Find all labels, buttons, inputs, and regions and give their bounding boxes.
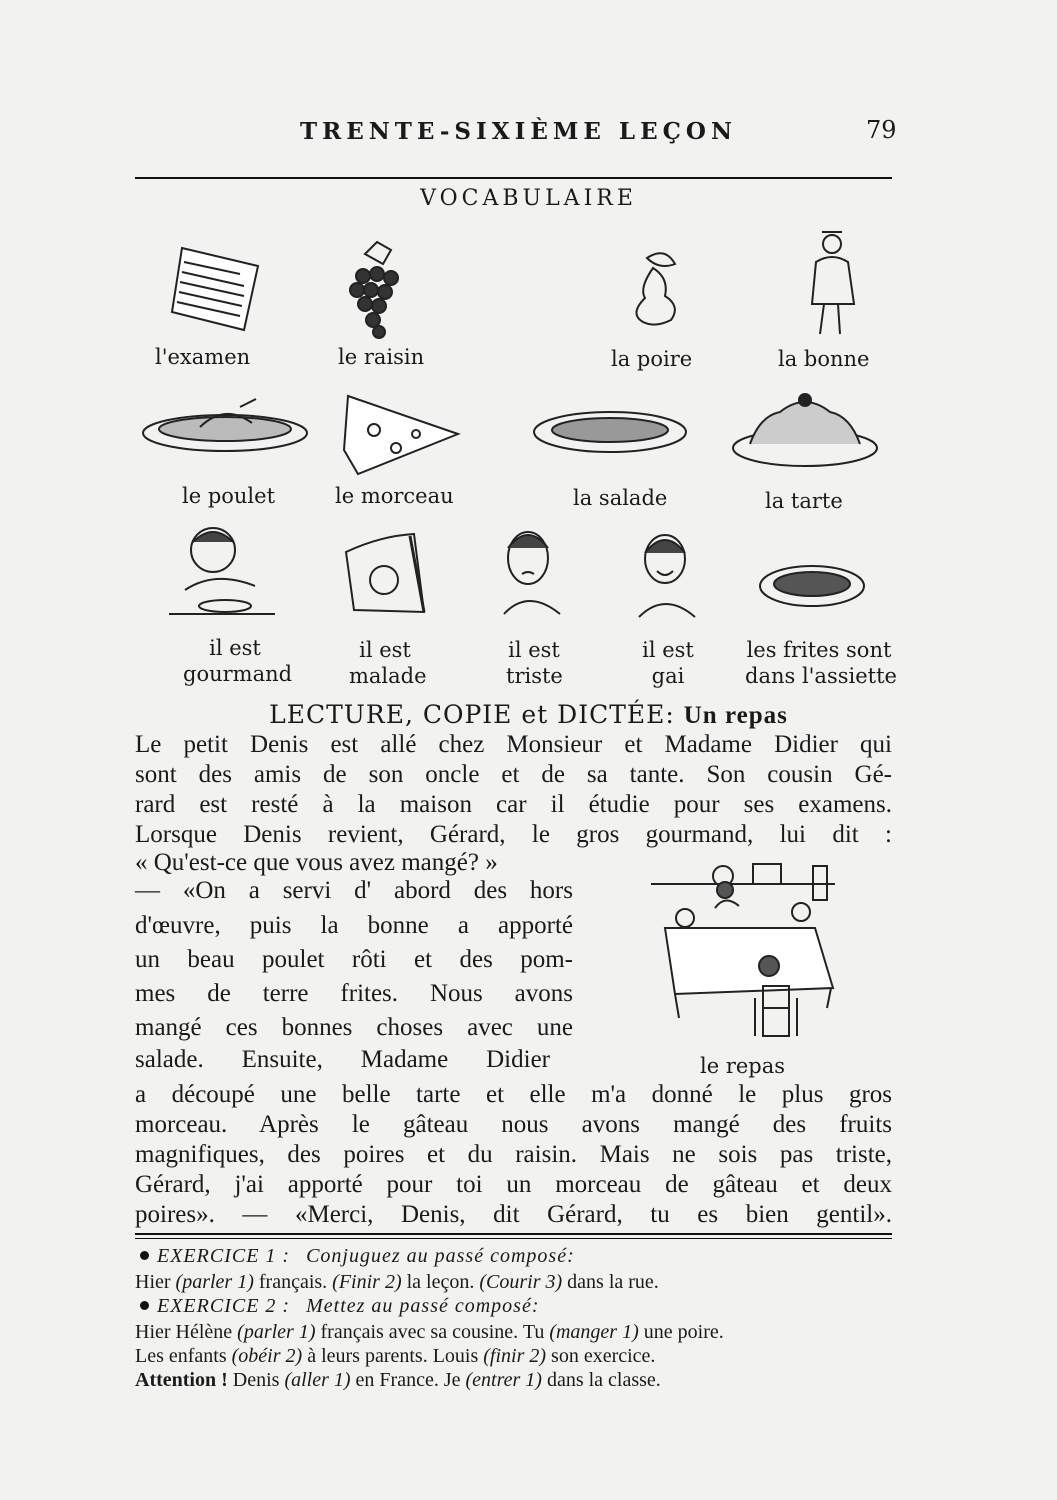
lecture-title-bold: Un repas [683, 702, 788, 729]
exercise-text-run: Hier Hélène [135, 1321, 238, 1343]
bullet-icon [140, 1301, 149, 1310]
salad-illustration [530, 404, 690, 454]
exercise-1-instruction: Conjuguez au passé composé: [306, 1245, 575, 1267]
exercise-text-run: Hier [135, 1271, 176, 1293]
exercise-1-label: EXERCICE 1 : [157, 1245, 291, 1267]
vocab-caption: la tarte [765, 489, 843, 513]
vocab-caption: le poulet [182, 484, 276, 508]
text-line: rard est resté à la maison car il étudie pour ses examens. [135, 791, 892, 818]
tart-illustration [730, 386, 880, 472]
vocab-caption-line2: dans l'assiette [745, 664, 897, 688]
exercise-text-run: (Courir 3) [479, 1271, 563, 1293]
exercise-2-heading [140, 1294, 540, 1318]
family-meal-illustration [645, 858, 845, 1043]
bullet-icon [140, 1251, 149, 1260]
exercise-text-run: (obéir 2) [231, 1345, 303, 1367]
sick-boy-illustration [340, 522, 440, 618]
text-line: Le petit Denis est allé chez Monsieur et Madame Didier qui [135, 731, 892, 758]
exercise-text-run: (aller 1) [284, 1369, 351, 1391]
vocab-caption-line1: il est [642, 638, 694, 662]
exam-paper-illustration [170, 238, 270, 338]
text-line: poires». — «Merci, Denis, dit Gérard, tu es bien gentil». [135, 1201, 892, 1228]
vocab-caption: le morceau [335, 484, 454, 508]
exercise-2-line [135, 1344, 655, 1368]
text-line: « Qu'est-ce que vous avez mangé? » [135, 849, 498, 876]
text-line: a découpé une belle tarte et elle m'a donné le plus gros [135, 1081, 892, 1108]
vocab-caption [183, 635, 293, 687]
exercise-text-run: Denis [227, 1369, 285, 1391]
vocab-caption: la bonne [778, 347, 870, 371]
greedy-boy-illustration [165, 520, 280, 620]
fries-plate-illustration [756, 562, 868, 612]
exercise-2-instruction: Mettez au passé composé: [306, 1295, 540, 1317]
vocab-caption: l'examen [155, 345, 251, 369]
exercise-text-run: la leçon. [401, 1271, 480, 1293]
text-line: Lorsque Denis revient, Gérard, le gros gourmand, lui dit : [135, 821, 892, 848]
meal-caption: le repas [700, 1054, 786, 1078]
exercise-text-run: dans la rue. [562, 1271, 659, 1293]
exercise-text-run: son exercice. [546, 1345, 656, 1367]
happy-boy-illustration [625, 527, 715, 623]
vocab-caption: le raisin [338, 345, 425, 369]
exercise-2-label: EXERCICE 2 : [157, 1295, 291, 1317]
page-number: 79 [866, 116, 897, 144]
cheese-wedge-illustration [342, 390, 462, 480]
text-line: sont des amis de son oncle et de sa tante. Son cousin Gé- [135, 761, 892, 788]
exercise-text-run: en France. Je [350, 1369, 466, 1391]
text-line: morceau. Après le gâteau nous avons mangé des fruits [135, 1111, 892, 1138]
exercise-text-run: dans la classe. [541, 1369, 661, 1391]
grapes-illustration [335, 240, 415, 340]
text-line: — «On a servi d' abord des hors [135, 877, 573, 904]
vocab-caption: la poire [611, 347, 693, 371]
vocab-caption-line2: gourmand [183, 662, 293, 686]
sad-boy-illustration [490, 522, 570, 618]
exercise-text-run: (entrer 1) [465, 1369, 542, 1391]
text-line: mes de terre frites. Nous avons [135, 980, 573, 1007]
attention-text [228, 1369, 661, 1391]
vocab-caption-line1: il est [359, 638, 411, 662]
exercise-2-line [135, 1320, 724, 1344]
attention-line [135, 1368, 661, 1392]
exercise-text-run: une poire. [638, 1321, 724, 1343]
vocab-caption-line1: il est [508, 638, 560, 662]
running-head: TRENTE-SIXIÈME LEÇON [300, 118, 737, 145]
roast-chicken-illustration [140, 395, 310, 455]
vocab-caption-line2: malade [349, 664, 427, 688]
exercise-text-run: (finir 2) [483, 1345, 547, 1367]
pear-illustration [625, 248, 685, 328]
separator-rule [135, 1238, 892, 1239]
separator-rule [135, 1233, 892, 1235]
exercise-text-run: à leurs parents. Louis [302, 1345, 484, 1367]
exercise-text-run: (parler 1) [175, 1271, 254, 1293]
exercise-1-heading [140, 1244, 575, 1268]
text-line: salade. Ensuite, Madame Didier [135, 1046, 550, 1073]
text-line: d'œuvre, puis la bonne a apporté [135, 912, 573, 939]
exercise-1-line [135, 1270, 659, 1294]
exercise-text-run: français avec sa cousine. Tu [315, 1321, 550, 1343]
exercise-text-run: Les enfants [135, 1345, 232, 1367]
vocab-caption [506, 637, 562, 689]
vocab-caption-line2: gai [651, 664, 685, 688]
vocab-caption [349, 637, 427, 689]
vocab-caption [745, 637, 897, 689]
exercise-text-run: français. [253, 1271, 333, 1293]
vocab-caption: la salade [573, 486, 668, 510]
vocab-caption-line2: triste [506, 664, 563, 688]
vocab-caption-line1: il est [209, 636, 261, 660]
text-line: mangé ces bonnes choses avec une [135, 1014, 573, 1041]
lecture-title-prefix: LECTURE, COPIE et DICTÉE: [269, 700, 675, 729]
maid-illustration [800, 222, 860, 342]
exercise-text-run: (parler 1) [237, 1321, 316, 1343]
text-line: un beau poulet rôti et des pom- [135, 946, 573, 973]
vocab-caption-line1: les frites sont [746, 638, 892, 662]
vocab-caption [640, 637, 696, 689]
top-rule [135, 177, 892, 179]
exercise-text-run: (Finir 2) [332, 1271, 402, 1293]
text-line: magnifiques, des poires et du raisin. Mais ne sois pas triste, [135, 1141, 892, 1168]
vocabulaire-title: VOCABULAIRE [420, 186, 637, 211]
exercise-text-run: (manger 1) [549, 1321, 639, 1343]
attention-label: Attention ! [135, 1369, 228, 1391]
lecture-title [0, 700, 1057, 730]
text-line: Gérard, j'ai apporté pour toi un morceau de gâteau et deux [135, 1171, 892, 1198]
